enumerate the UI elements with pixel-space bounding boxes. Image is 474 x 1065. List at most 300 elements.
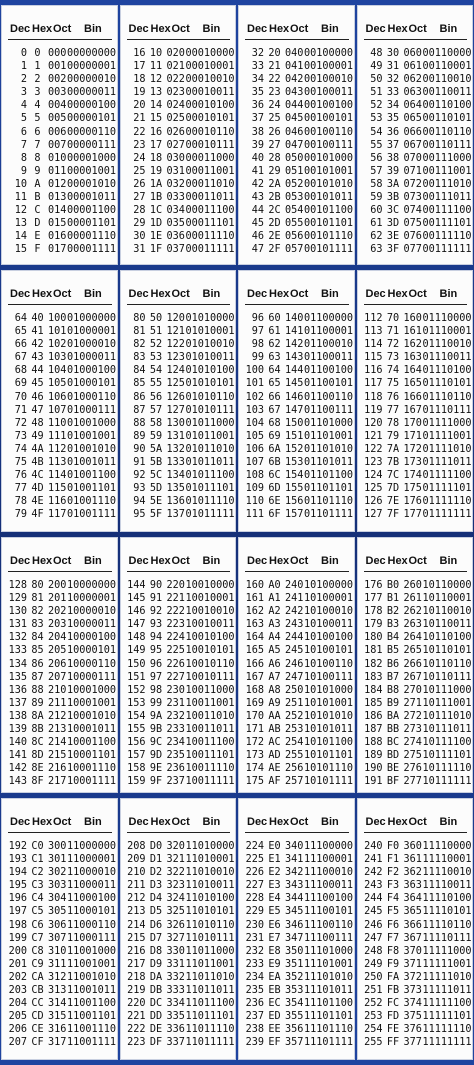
cell-bin: 00000111 (67, 139, 117, 151)
cell-oct: 275 (403, 750, 422, 762)
cell-hex: 4C (31, 470, 44, 482)
cell-bin: 11000111 (67, 932, 117, 944)
table-row (127, 697, 233, 710)
table-rows (245, 312, 354, 522)
table-row (364, 971, 470, 984)
cell-oct: 121 (166, 326, 185, 338)
cell-dec: 57 (370, 165, 383, 177)
cell-dec: 243 (364, 880, 383, 892)
cell-hex: 81 (31, 593, 44, 605)
table-row (127, 866, 233, 879)
cell-bin: 11010001 (185, 854, 235, 866)
cell-bin: 10101000 (304, 684, 354, 696)
cell-hex: C5 (31, 906, 44, 918)
cell-dec: 149 (127, 645, 146, 657)
cell-bin: 00000011 (67, 87, 117, 99)
cell-dec: 115 (364, 352, 383, 364)
cell-bin: 01100000 (304, 313, 354, 324)
column-header-oct: Oct (408, 555, 427, 567)
table-panel (357, 5, 474, 265)
table-row (364, 217, 470, 230)
column-header-hex: Hex (32, 555, 53, 567)
cell-hex: E5 (268, 906, 281, 918)
cell-hex: 9A (149, 710, 163, 722)
table-row (127, 430, 233, 443)
cell-oct: 055 (285, 218, 304, 230)
cell-bin: 00110001 (422, 61, 472, 73)
cell-oct: 253 (285, 724, 304, 736)
cell-oct: 245 (285, 645, 304, 657)
cell-dec: 200 (8, 945, 27, 957)
table-rows (127, 840, 233, 1050)
cell-dec: 201 (8, 958, 27, 970)
cell-oct: 132 (166, 443, 185, 455)
cell-dec: 86 (133, 391, 146, 403)
cell-bin: 00011111 (185, 244, 235, 256)
cell-oct: 163 (403, 352, 422, 364)
cell-bin: 01101101 (304, 483, 354, 495)
cell-oct: 322 (166, 867, 185, 879)
cell-bin: 10011011 (185, 724, 235, 736)
table-row (245, 775, 354, 788)
cell-bin: 11110001 (422, 854, 472, 866)
cell-dec: 145 (127, 593, 146, 605)
cell-oct: 004 (48, 100, 67, 112)
cell-hex: 7E (386, 496, 400, 508)
cell-dec: 21 (133, 113, 146, 125)
cell-hex: 16 (149, 126, 163, 138)
cell-oct: 104 (48, 365, 67, 377)
column-header-dec: Dec (128, 555, 149, 567)
cell-dec: 19 (133, 87, 146, 99)
table-row (8, 997, 117, 1010)
table-row (8, 905, 117, 918)
cell-dec: 76 (14, 470, 27, 482)
cell-dec: 124 (364, 470, 383, 482)
table-row (127, 325, 233, 338)
cell-dec: 136 (8, 684, 27, 696)
cell-hex: 8 (34, 152, 41, 164)
cell-bin: 00010111 (185, 139, 235, 151)
cell-bin: 01000011 (67, 352, 117, 364)
table-row (8, 204, 117, 217)
cell-hex: C (34, 205, 41, 217)
cell-dec: 155 (127, 724, 146, 736)
table-row (8, 99, 117, 112)
cell-bin: 01100101 (304, 378, 354, 390)
cell-oct: 072 (403, 178, 422, 190)
cell-hex: 49 (31, 430, 44, 442)
cell-bin: 11011011 (185, 985, 235, 997)
cell-hex: 1F (149, 244, 163, 256)
cell-bin: 11001111 (67, 1037, 117, 1049)
column-header-oct: Oct (408, 816, 427, 828)
cell-hex: AD (268, 750, 281, 762)
cell-hex: 20 (268, 48, 281, 59)
table-row (8, 658, 117, 671)
cell-oct: 002 (48, 74, 67, 86)
cell-bin: 01011000 (185, 417, 235, 429)
table-row (364, 469, 470, 482)
cell-bin: 10011001 (185, 697, 235, 709)
cell-dec: 28 (133, 205, 146, 217)
cell-dec: 95 (133, 509, 146, 521)
table-row (8, 605, 117, 618)
cell-dec: 227 (245, 880, 264, 892)
cell-hex: E2 (268, 867, 281, 879)
cell-hex: 70 (386, 313, 400, 324)
cell-dec: 46 (251, 231, 264, 243)
table-row (127, 905, 233, 918)
cell-bin: 11010010 (185, 867, 235, 879)
cell-oct: 212 (48, 710, 67, 722)
table-row (8, 775, 117, 788)
cell-dec: 114 (364, 339, 383, 351)
cell-bin: 10010010 (185, 606, 235, 618)
cell-dec: 230 (245, 919, 264, 931)
cell-dec: 79 (14, 509, 27, 521)
cell-dec: 143 (8, 776, 27, 788)
table-rows (127, 312, 233, 522)
cell-dec: 89 (133, 430, 146, 442)
cell-hex: B0 (386, 580, 400, 591)
cell-oct: 146 (285, 391, 304, 403)
cell-hex: FA (386, 971, 400, 983)
table-row (364, 456, 470, 469)
table-row (8, 47, 117, 60)
table-row (364, 126, 470, 139)
cell-hex: 47 (31, 404, 44, 416)
cell-oct: 160 (403, 313, 422, 324)
column-header-row (8, 555, 112, 572)
table-panel (120, 270, 237, 532)
cell-dec: 94 (133, 496, 146, 508)
table-rows (364, 312, 470, 522)
cell-bin: 11001101 (67, 1011, 117, 1023)
cell-hex: C6 (31, 919, 44, 931)
cell-bin: 00110011 (422, 87, 472, 99)
cell-dec: 116 (364, 365, 383, 377)
cell-bin: 10011010 (185, 710, 235, 722)
cell-bin: 00000010 (67, 74, 117, 86)
cell-hex: A0 (268, 580, 281, 591)
table-row (245, 508, 354, 521)
cell-dec: 6 (20, 126, 27, 138)
cell-bin: 00100010 (304, 74, 354, 86)
cell-bin: 00111001 (422, 165, 472, 177)
table-row (245, 73, 354, 86)
cell-hex: 24 (268, 100, 281, 112)
cell-dec: 163 (245, 619, 264, 631)
cell-dec: 134 (8, 658, 27, 670)
cell-oct: 101 (48, 326, 67, 338)
cell-hex: 58 (149, 417, 163, 429)
cell-dec: 87 (133, 404, 146, 416)
cell-bin: 11001010 (67, 971, 117, 983)
cell-hex: 77 (386, 404, 400, 416)
cell-bin: 01001011 (67, 457, 117, 469)
table-row (245, 1036, 354, 1049)
cell-hex: 92 (149, 606, 163, 618)
table-row (8, 592, 117, 605)
cell-dec: 112 (364, 313, 383, 324)
cell-hex: 37 (386, 139, 400, 151)
cell-oct: 332 (166, 971, 185, 983)
cell-hex: F9 (386, 958, 400, 970)
column-header-dec: Dec (10, 288, 31, 300)
cell-oct: 122 (166, 339, 185, 351)
table-row (127, 749, 233, 762)
cell-hex: 78 (386, 417, 400, 429)
table-row (127, 945, 233, 958)
cell-hex: 60 (268, 313, 281, 324)
cell-hex: 98 (149, 684, 163, 696)
cell-oct: 370 (403, 945, 422, 957)
table-row (245, 1023, 354, 1036)
cell-bin: 01011011 (185, 457, 235, 469)
cell-bin: 00111000 (422, 152, 472, 164)
cell-bin: 11010000 (185, 841, 235, 852)
table-row (127, 495, 233, 508)
table-row (127, 364, 233, 377)
cell-oct: 003 (48, 87, 67, 99)
table-row (8, 971, 117, 984)
cell-hex: 96 (149, 658, 163, 670)
table-row (8, 945, 117, 958)
table-row (364, 671, 470, 684)
table-row (245, 126, 354, 139)
cell-hex: 50 (149, 313, 163, 324)
cell-dec: 180 (364, 632, 383, 644)
table-row (364, 605, 470, 618)
cell-bin: 00001000 (67, 152, 117, 164)
cell-dec: 220 (127, 998, 146, 1010)
cell-dec: 151 (127, 671, 146, 683)
cell-dec: 188 (364, 737, 383, 749)
cell-bin: 10001010 (67, 710, 117, 722)
cell-bin: 00011001 (185, 165, 235, 177)
cell-dec: 10 (14, 178, 27, 190)
cell-bin: 10110011 (422, 619, 472, 631)
cell-oct: 312 (48, 971, 67, 983)
cell-oct: 272 (403, 710, 422, 722)
cell-oct: 263 (403, 619, 422, 631)
table-row (245, 325, 354, 338)
cell-oct: 327 (166, 932, 185, 944)
cell-hex: AB (268, 724, 281, 736)
cell-dec: 221 (127, 1011, 146, 1023)
cell-bin: 01000110 (67, 391, 117, 403)
table-row (127, 443, 233, 456)
cell-hex: 38 (386, 152, 400, 164)
cell-dec: 214 (127, 919, 146, 931)
cell-hex: F4 (386, 893, 400, 905)
cell-oct: 115 (48, 483, 67, 495)
table-row (245, 495, 354, 508)
cell-oct: 151 (285, 430, 304, 442)
cell-bin: 01100110 (304, 391, 354, 403)
cell-oct: 156 (285, 496, 304, 508)
cell-oct: 126 (166, 391, 185, 403)
column-header-dec: Dec (128, 23, 149, 35)
cell-oct: 116 (48, 496, 67, 508)
cell-dec: 3 (20, 87, 27, 99)
cell-dec: 195 (8, 880, 27, 892)
cell-hex: 6B (268, 457, 281, 469)
table-row (127, 178, 233, 191)
cell-oct: 053 (285, 192, 304, 204)
cell-bin: 10101111 (304, 776, 354, 788)
cell-oct: 273 (403, 724, 422, 736)
table-row (245, 417, 354, 430)
cell-hex: F2 (386, 867, 400, 879)
cell-bin: 11101110 (304, 1024, 354, 1036)
cell-oct: 140 (285, 313, 304, 324)
cell-hex: E0 (268, 841, 281, 852)
column-header-dec: Dec (365, 23, 386, 35)
cell-bin: 11110111 (422, 932, 472, 944)
column-header-row (364, 23, 468, 40)
table-row (364, 139, 470, 152)
cell-oct: 227 (166, 671, 185, 683)
cell-bin: 00010101 (185, 113, 235, 125)
cell-dec: 41 (251, 165, 264, 177)
cell-hex: 21 (268, 61, 281, 73)
table-row (127, 73, 233, 86)
cell-bin: 00001111 (67, 244, 117, 256)
cell-oct: 374 (403, 998, 422, 1010)
table-row (8, 631, 117, 644)
cell-bin: 00000000 (67, 48, 117, 59)
cell-oct: 152 (285, 443, 304, 455)
table-row (364, 658, 470, 671)
cell-oct: 337 (166, 1037, 185, 1049)
cell-dec: 254 (364, 1024, 383, 1036)
cell-oct: 162 (403, 339, 422, 351)
cell-oct: 314 (48, 998, 67, 1010)
column-header-hex: Hex (150, 288, 171, 300)
cell-bin: 00101111 (304, 244, 354, 256)
cell-hex: 99 (149, 697, 163, 709)
cell-oct: 061 (403, 61, 422, 73)
cell-dec: 204 (8, 998, 27, 1010)
column-header-hex: Hex (387, 816, 408, 828)
cell-hex: 32 (386, 74, 400, 86)
table-row (245, 710, 354, 723)
cell-hex: C9 (31, 958, 44, 970)
cell-hex: 86 (31, 658, 44, 670)
cell-dec: 157 (127, 750, 146, 762)
cell-oct: 223 (166, 619, 185, 631)
table-row (8, 217, 117, 230)
cell-hex: 26 (268, 126, 281, 138)
table-row (245, 391, 354, 404)
table-panel (120, 537, 237, 793)
cell-hex: 2D (268, 218, 281, 230)
cell-hex: BA (386, 710, 400, 722)
cell-dec: 158 (127, 763, 146, 775)
cell-hex: B8 (386, 684, 400, 696)
cell-bin: 01100111 (304, 404, 354, 416)
table-row (245, 469, 354, 482)
cell-hex: B9 (386, 697, 400, 709)
cell-bin: 01010001 (185, 326, 235, 338)
cell-hex: D1 (149, 854, 163, 866)
cell-hex: 57 (149, 404, 163, 416)
cell-oct: 161 (403, 326, 422, 338)
cell-dec: 37 (251, 113, 264, 125)
column-header-hex: Hex (32, 816, 53, 828)
table-rows (364, 579, 470, 789)
cell-oct: 010 (48, 152, 67, 164)
table-panel (357, 798, 474, 1060)
cell-oct: 112 (48, 443, 67, 455)
cell-bin: 00110101 (422, 113, 472, 125)
cell-hex: 35 (386, 113, 400, 125)
cell-dec: 11 (14, 192, 27, 204)
cell-hex: FC (386, 998, 400, 1010)
cell-oct: 144 (285, 365, 304, 377)
table-row (245, 456, 354, 469)
cell-bin: 00010001 (185, 61, 235, 73)
cell-oct: 260 (403, 580, 422, 591)
cell-hex: 3E (386, 231, 400, 243)
cell-dec: 130 (8, 606, 27, 618)
cell-oct: 270 (403, 684, 422, 696)
cell-dec: 251 (364, 985, 383, 997)
cell-dec: 233 (245, 958, 264, 970)
cell-hex: B4 (386, 632, 400, 644)
table-rows (127, 579, 233, 789)
table-row (8, 866, 117, 879)
cell-oct: 331 (166, 958, 185, 970)
cell-oct: 077 (403, 244, 422, 256)
cell-dec: 218 (127, 971, 146, 983)
cell-dec: 2 (20, 74, 27, 86)
table-row (8, 684, 117, 697)
cell-hex: E6 (268, 919, 281, 931)
cell-bin: 00011010 (185, 178, 235, 190)
cell-bin: 01001100 (67, 470, 117, 482)
cell-oct: 300 (48, 841, 67, 852)
cell-dec: 203 (8, 985, 27, 997)
cell-hex: 13 (149, 87, 163, 99)
column-header-oct: Oct (290, 555, 309, 567)
table-row (127, 230, 233, 243)
cell-oct: 261 (403, 593, 422, 605)
cell-oct: 106 (48, 391, 67, 403)
table-row (364, 243, 470, 256)
cell-oct: 137 (166, 509, 185, 521)
cell-bin: 01101000 (304, 417, 354, 429)
table-row (127, 684, 233, 697)
cell-dec: 132 (8, 632, 27, 644)
cell-dec: 68 (14, 365, 27, 377)
table-row (8, 495, 117, 508)
cell-oct: 214 (48, 737, 67, 749)
cell-hex: 88 (31, 684, 44, 696)
cell-bin: 00011000 (185, 152, 235, 164)
cell-oct: 006 (48, 126, 67, 138)
cell-bin: 01111101 (422, 483, 472, 495)
cell-dec: 13 (14, 218, 27, 230)
cell-bin: 00011100 (185, 205, 235, 217)
table-panel (1, 5, 118, 265)
cell-oct: 352 (285, 971, 304, 983)
cell-oct: 011 (48, 165, 67, 177)
table-row (245, 945, 354, 958)
cell-oct: 172 (403, 443, 422, 455)
